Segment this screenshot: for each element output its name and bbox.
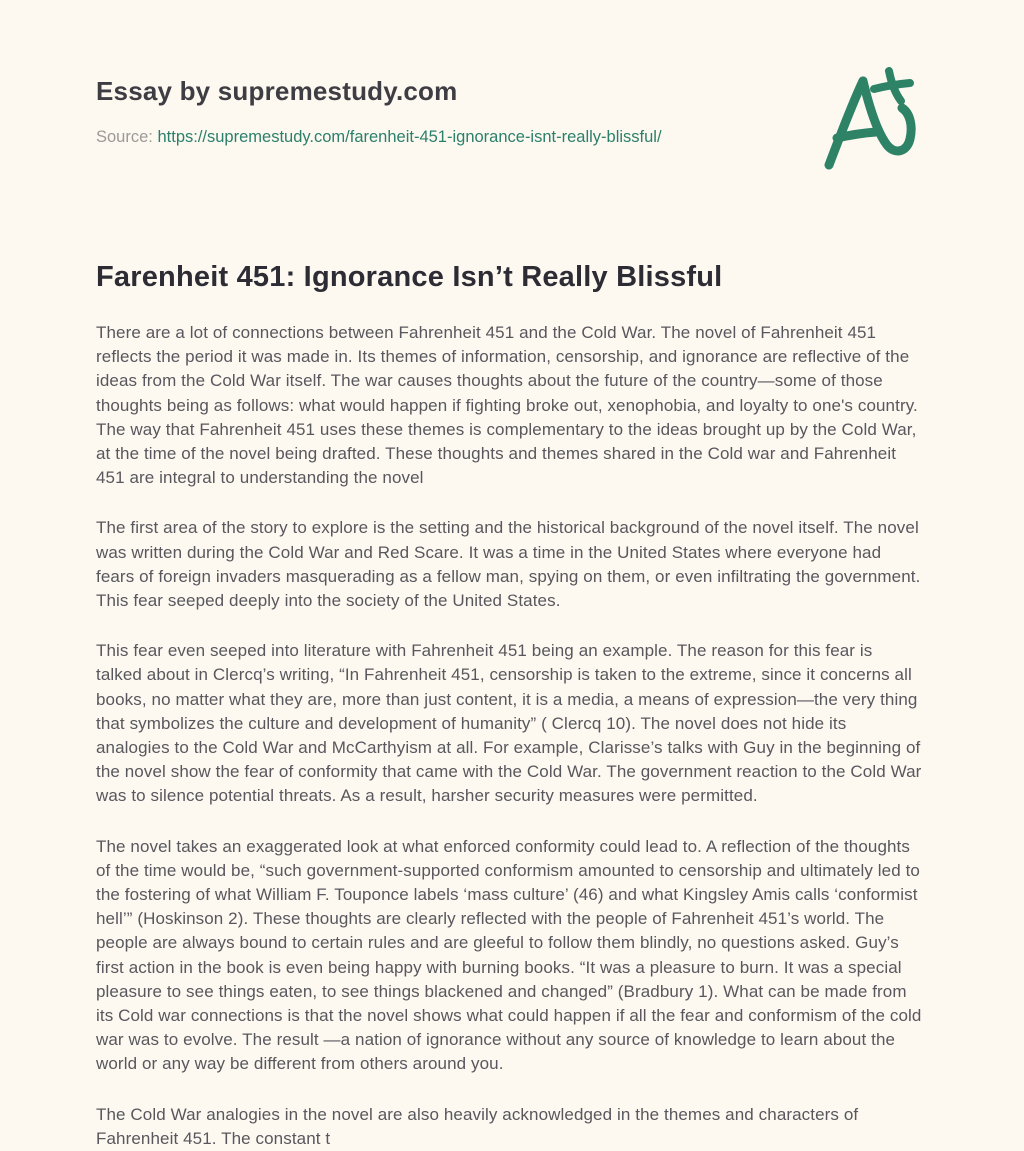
a-plus-logo-icon xyxy=(818,66,914,172)
source-line xyxy=(96,128,924,147)
source-url-link[interactable]: https://supremestudy.com/farenheit-451-ignorance-isnt-really-blissful/ xyxy=(157,128,662,146)
essay-paragraph: There are a lot of connections between Fahrenheit 451 and the Cold War. The novel of Fahrenheit 451 reflects the period it was made in. Its themes of information, censorship, and ignorance are reflective of the ideas from the Cold War itself. The war causes thoughts about the future of the country—some of those thoughts being as follows: what would happen if fighting broke out, xenophobia, and loyalty to one's country. The way that Fahrenheit 451 uses these themes is complementary to the ideas brought up by the Cold War, at the time of the novel being drafted. These thoughts and themes shared in the Cold war and Fahrenheit 451 are integral to understanding the novel xyxy=(96,323,918,488)
essay-title: Farenheit 451: Ignorance Isn’t Really Blissful xyxy=(96,261,723,293)
essay-byline: Essay by supremestudy.com xyxy=(96,76,458,106)
essay-paragraph: The first area of the story to explore is the setting and the historical background of the novel itself. The novel was written during the Cold War and Red Scare. It was a time in the United States where everyone had fears of foreign invaders masquerading as a fellow man, spying on them, or even infiltrating the government. This fear seeped deeply into the society of the United States. xyxy=(96,518,921,611)
essay-paragraph: The Cold War analogies in the novel are also heavily acknowledged in the themes and characters of Fahrenheit 451. The constant t xyxy=(96,1104,859,1148)
essay-paragraph: The novel takes an exaggerated look at what enforced conformity could lead to. A reflection of the thoughts of the time would be, “such government-supported conformism amounted to censorship and ultimately led to the fostering of what William F. Touponce labels ‘mass culture’ (46) and what Kingsley Amis calls ‘conformist hell’” (Hoskinson 2). These thoughts are clearly reflected with the people of Fahrenheit 451’s world. The people are always bound to certain rules and are gleeful to follow them blindly, no questions asked. Guy’s first action in the book is even being happy with burning books. “It was a pleasure to burn. It was a special pleasure to see things eaten, to see things blackened and changed” (Bradbury 1). What can be made from its Cold war connections is that the novel shows what could happen if all the fear and conformism of the cold war was to evolve. The result —a nation of ignorance without any source of knowledge to learn about the world or any way be different from others around you. xyxy=(96,836,922,1074)
source-label: Source: xyxy=(96,128,153,146)
essay-paragraph: This fear even seeped into literature with Fahrenheit 451 being an example. The reason for this fear is talked about in Clercq’s writing, “In Fahrenheit 451, censorship is taken to the extreme, since it concerns all books, no matter what they are, more than just content, it is a media, a means of expression—the very thing that symbolizes the culture and development of humanity” ( Clercq 10). The novel does not hide its analogies to the Cold War and McCarthyism at all. For example, Clarisse’s talks with Guy in the beginning of the novel show the fear of conformity that came with the Cold War. The government reaction to the Cold War was to silence potential threats. As a result, harsher security measures were permitted. xyxy=(96,641,922,806)
essay-body xyxy=(96,321,922,1151)
